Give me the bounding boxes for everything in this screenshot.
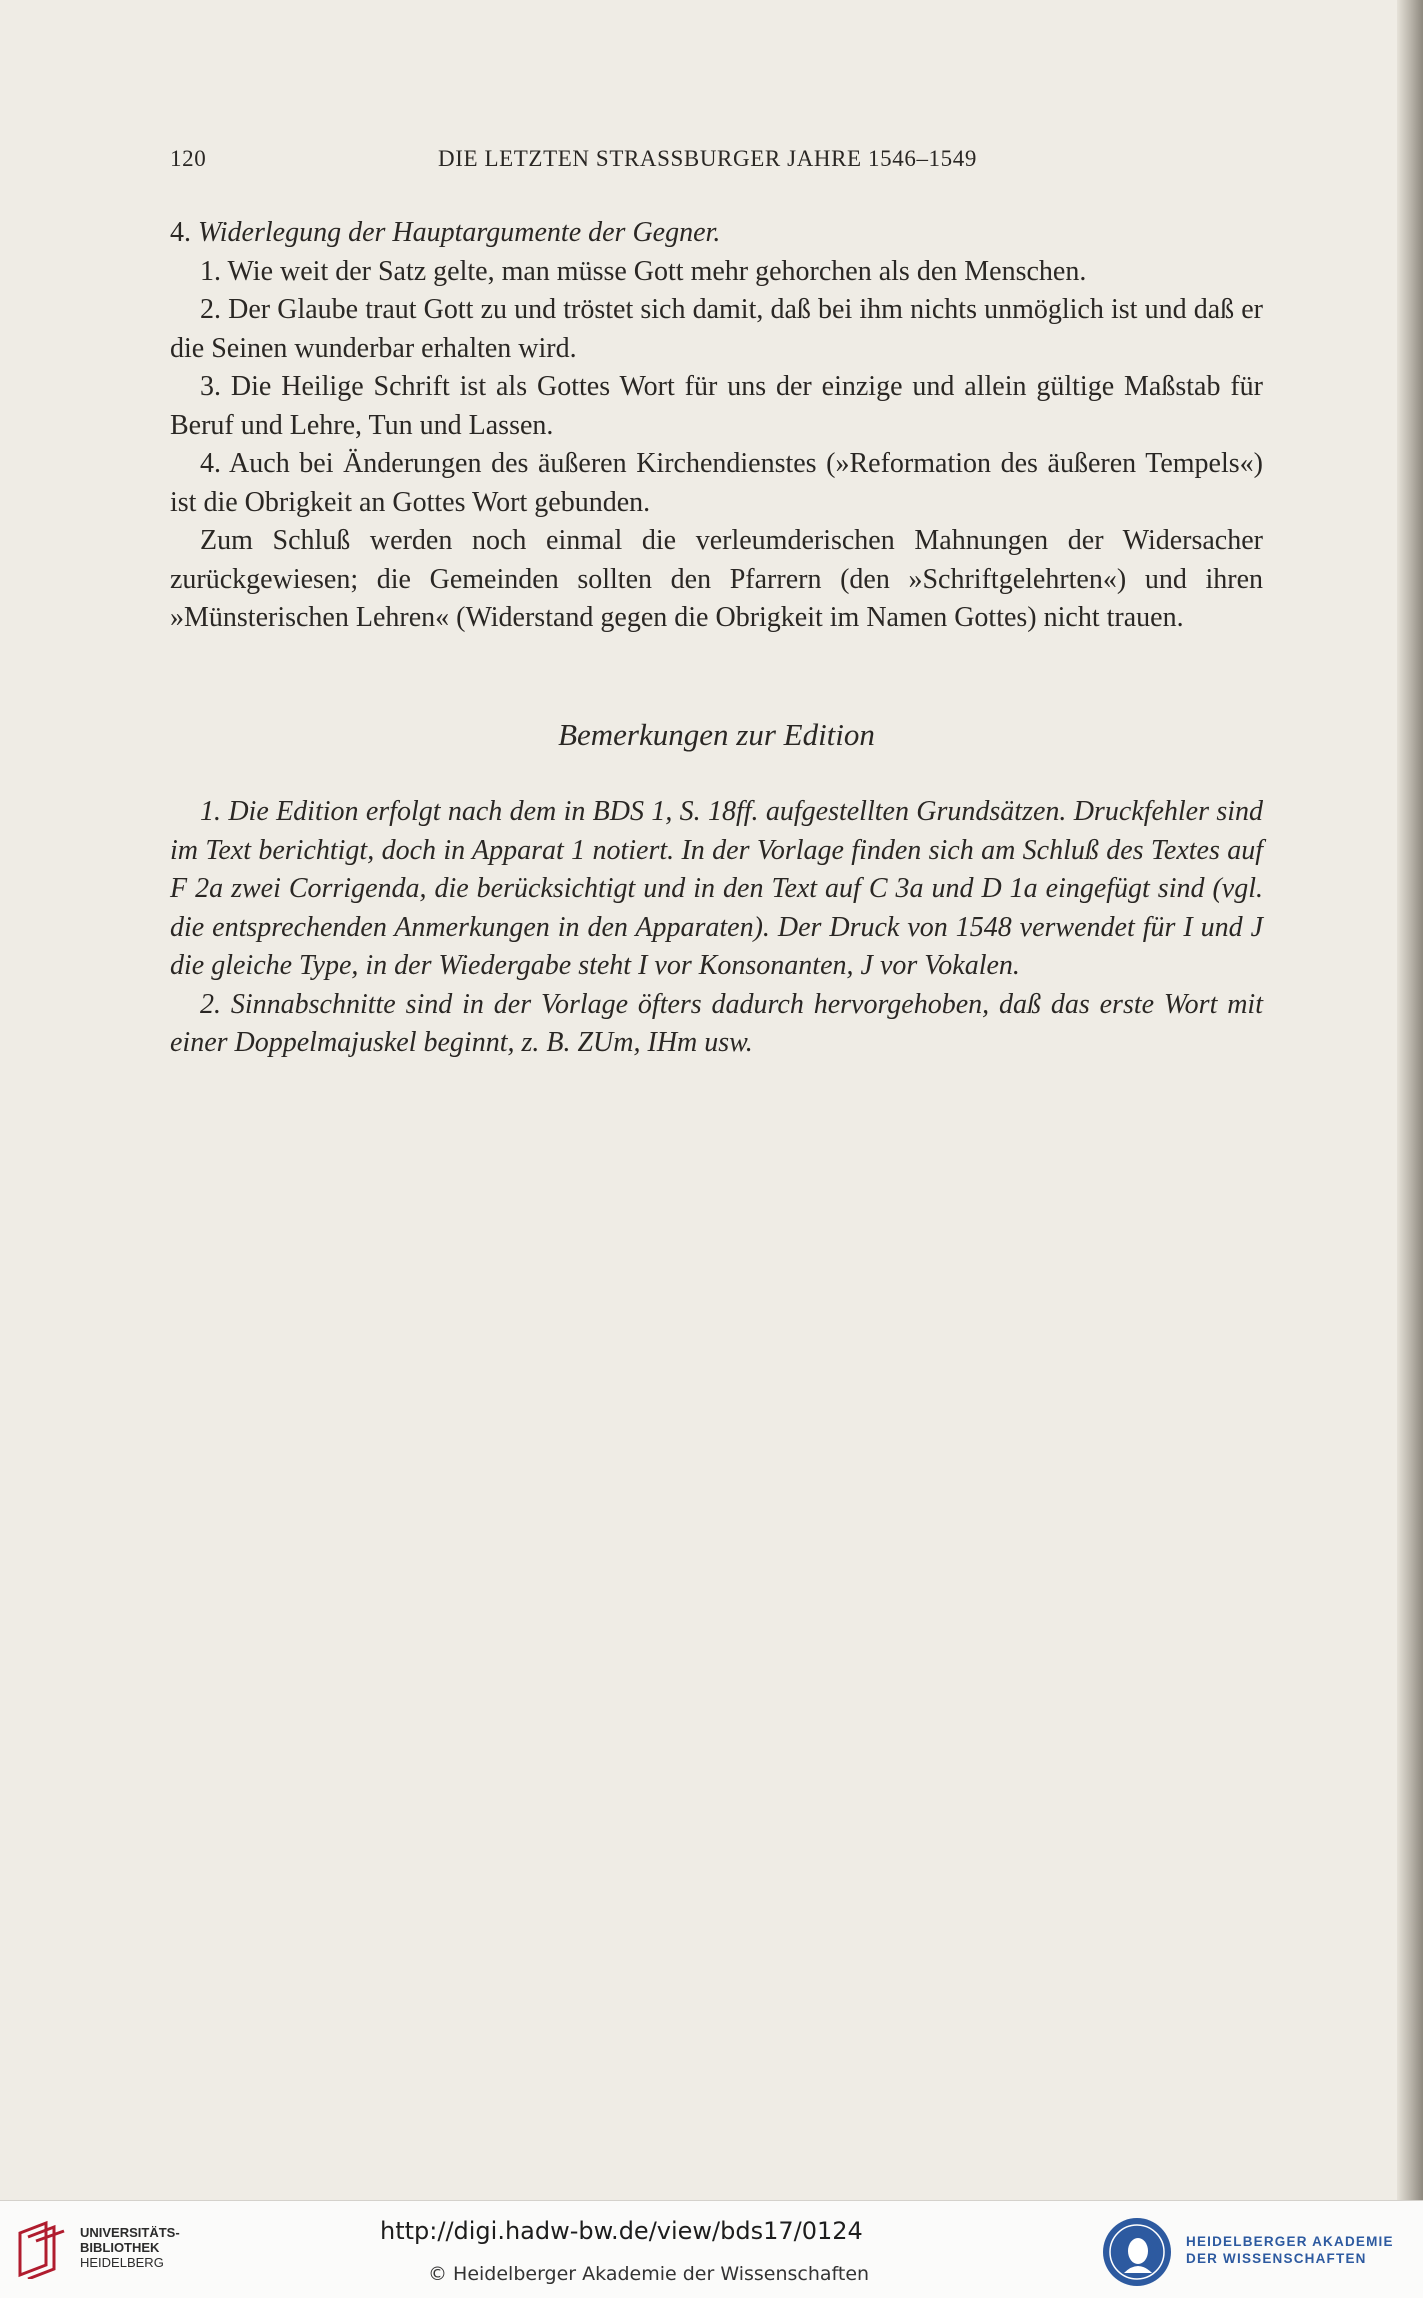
academy-line: HEIDELBERGER AKADEMIE [1186,2234,1394,2249]
list-number: 4. [200,448,221,479]
academy-seal-icon [1100,2215,1174,2289]
university-library-name [80,2225,180,2270]
closing-paragraph: Zum Schluß werden noch einmal die verleumderischen Mahnungen der Widersacher zurückgewiesen; die Gemeinden sollten den Pfarrern (den »Schriftgelehrten«) und ihren »Münsterischen Lehren« (Widerstand gegen die Obrigkeit im Namen Gottes) nicht trauen. [170,525,1263,633]
remark-item [170,793,1263,986]
list-number: 2. [200,294,221,325]
list-number: 1. [200,255,221,287]
running-header [170,146,1265,180]
library-line: BIBLIOTHEK [80,2240,160,2255]
academy-name [1186,2233,1394,2267]
library-line: HEIDELBERG [80,2255,164,2270]
edition-remarks [170,793,1263,1063]
list-item-text: Auch bei Änderungen des äußeren Kirchendienstes (»Reformation des äußeren Tempels«) ist die Obrigkeit an Gottes Wort gebunden. [170,448,1263,518]
book-spine-shadow [1397,0,1423,2200]
page-number: 120 [170,146,207,171]
academy-line: DER WISSENSCHAFTEN [1186,2251,1367,2266]
section-heading: Bemerkungen zur Edition [558,717,875,752]
running-title: DIE LETZTEN STRASSBURGER JAHRE 1546–1549 [438,146,977,171]
remark-text: Die Edition erfolgt nach dem in BDS 1, S. 18ff. aufgestellten Grundsätzen. Druckfehler sind im Text berichtigt, doch in Apparat 1 notiert. In der Vorlage finden sich am Schluß des Textes auf F 2a zwei Corrigenda, die berücksichtigt und in den Text auf C 3a und D 1a eingefügt sind (vgl. die entsprechenden Anmerkungen in den Apparaten). Der Druck von 1548 verwendet für I und J die gleiche Type, in der Wiedergabe steht I vor Konsonanten, J vor Vokalen. [170,796,1264,981]
list-heading [170,214,1263,253]
list-item-text: Wie weit der Satz gelte, man müsse Gott mehr gehorchen als den Menschen. [227,255,1087,287]
copyright-notice: © Heidelberger Akademie der Wissenschaften [428,2263,870,2285]
remark-number: 2. [200,988,221,1020]
university-library-logo-icon [14,2219,72,2279]
remark-number: 1. [200,796,221,827]
list-item [170,445,1263,522]
list-item-text: Der Glaube traut Gott zu und tröstet sich damit, daß bei ihm nichts unmöglich ist und daß er die Seinen wunderbar erhalten wird. [170,294,1264,364]
library-line: UNIVERSITÄTS- [80,2225,180,2240]
list-item [170,368,1263,445]
list-heading-text: Widerlegung der Hauptargumente der Gegner. [198,217,721,248]
list-number: 4. [170,217,191,248]
summary-section [170,214,1263,638]
list-item-text: Die Heilige Schrift ist als Gottes Wort für uns der einzige und allein gültige Maßstab für Beruf und Lehre, Tun und Lassen. [170,371,1264,441]
list-item [170,253,1263,292]
remark-text: Sinnabschnitte sind in der Vorlage öfters dadurch hervorgehoben, daß das erste Wort mit einer Doppelmajuskel beginnt, z. B. ZUm, IHm usw. [170,988,1263,1058]
permalink[interactable]: http://digi.hadw-bw.de/view/bds17/0124 [380,2217,863,2245]
viewer-footer [0,2200,1423,2298]
list-number: 3. [200,371,221,402]
list-item [170,291,1263,368]
remark-item [170,986,1263,1063]
